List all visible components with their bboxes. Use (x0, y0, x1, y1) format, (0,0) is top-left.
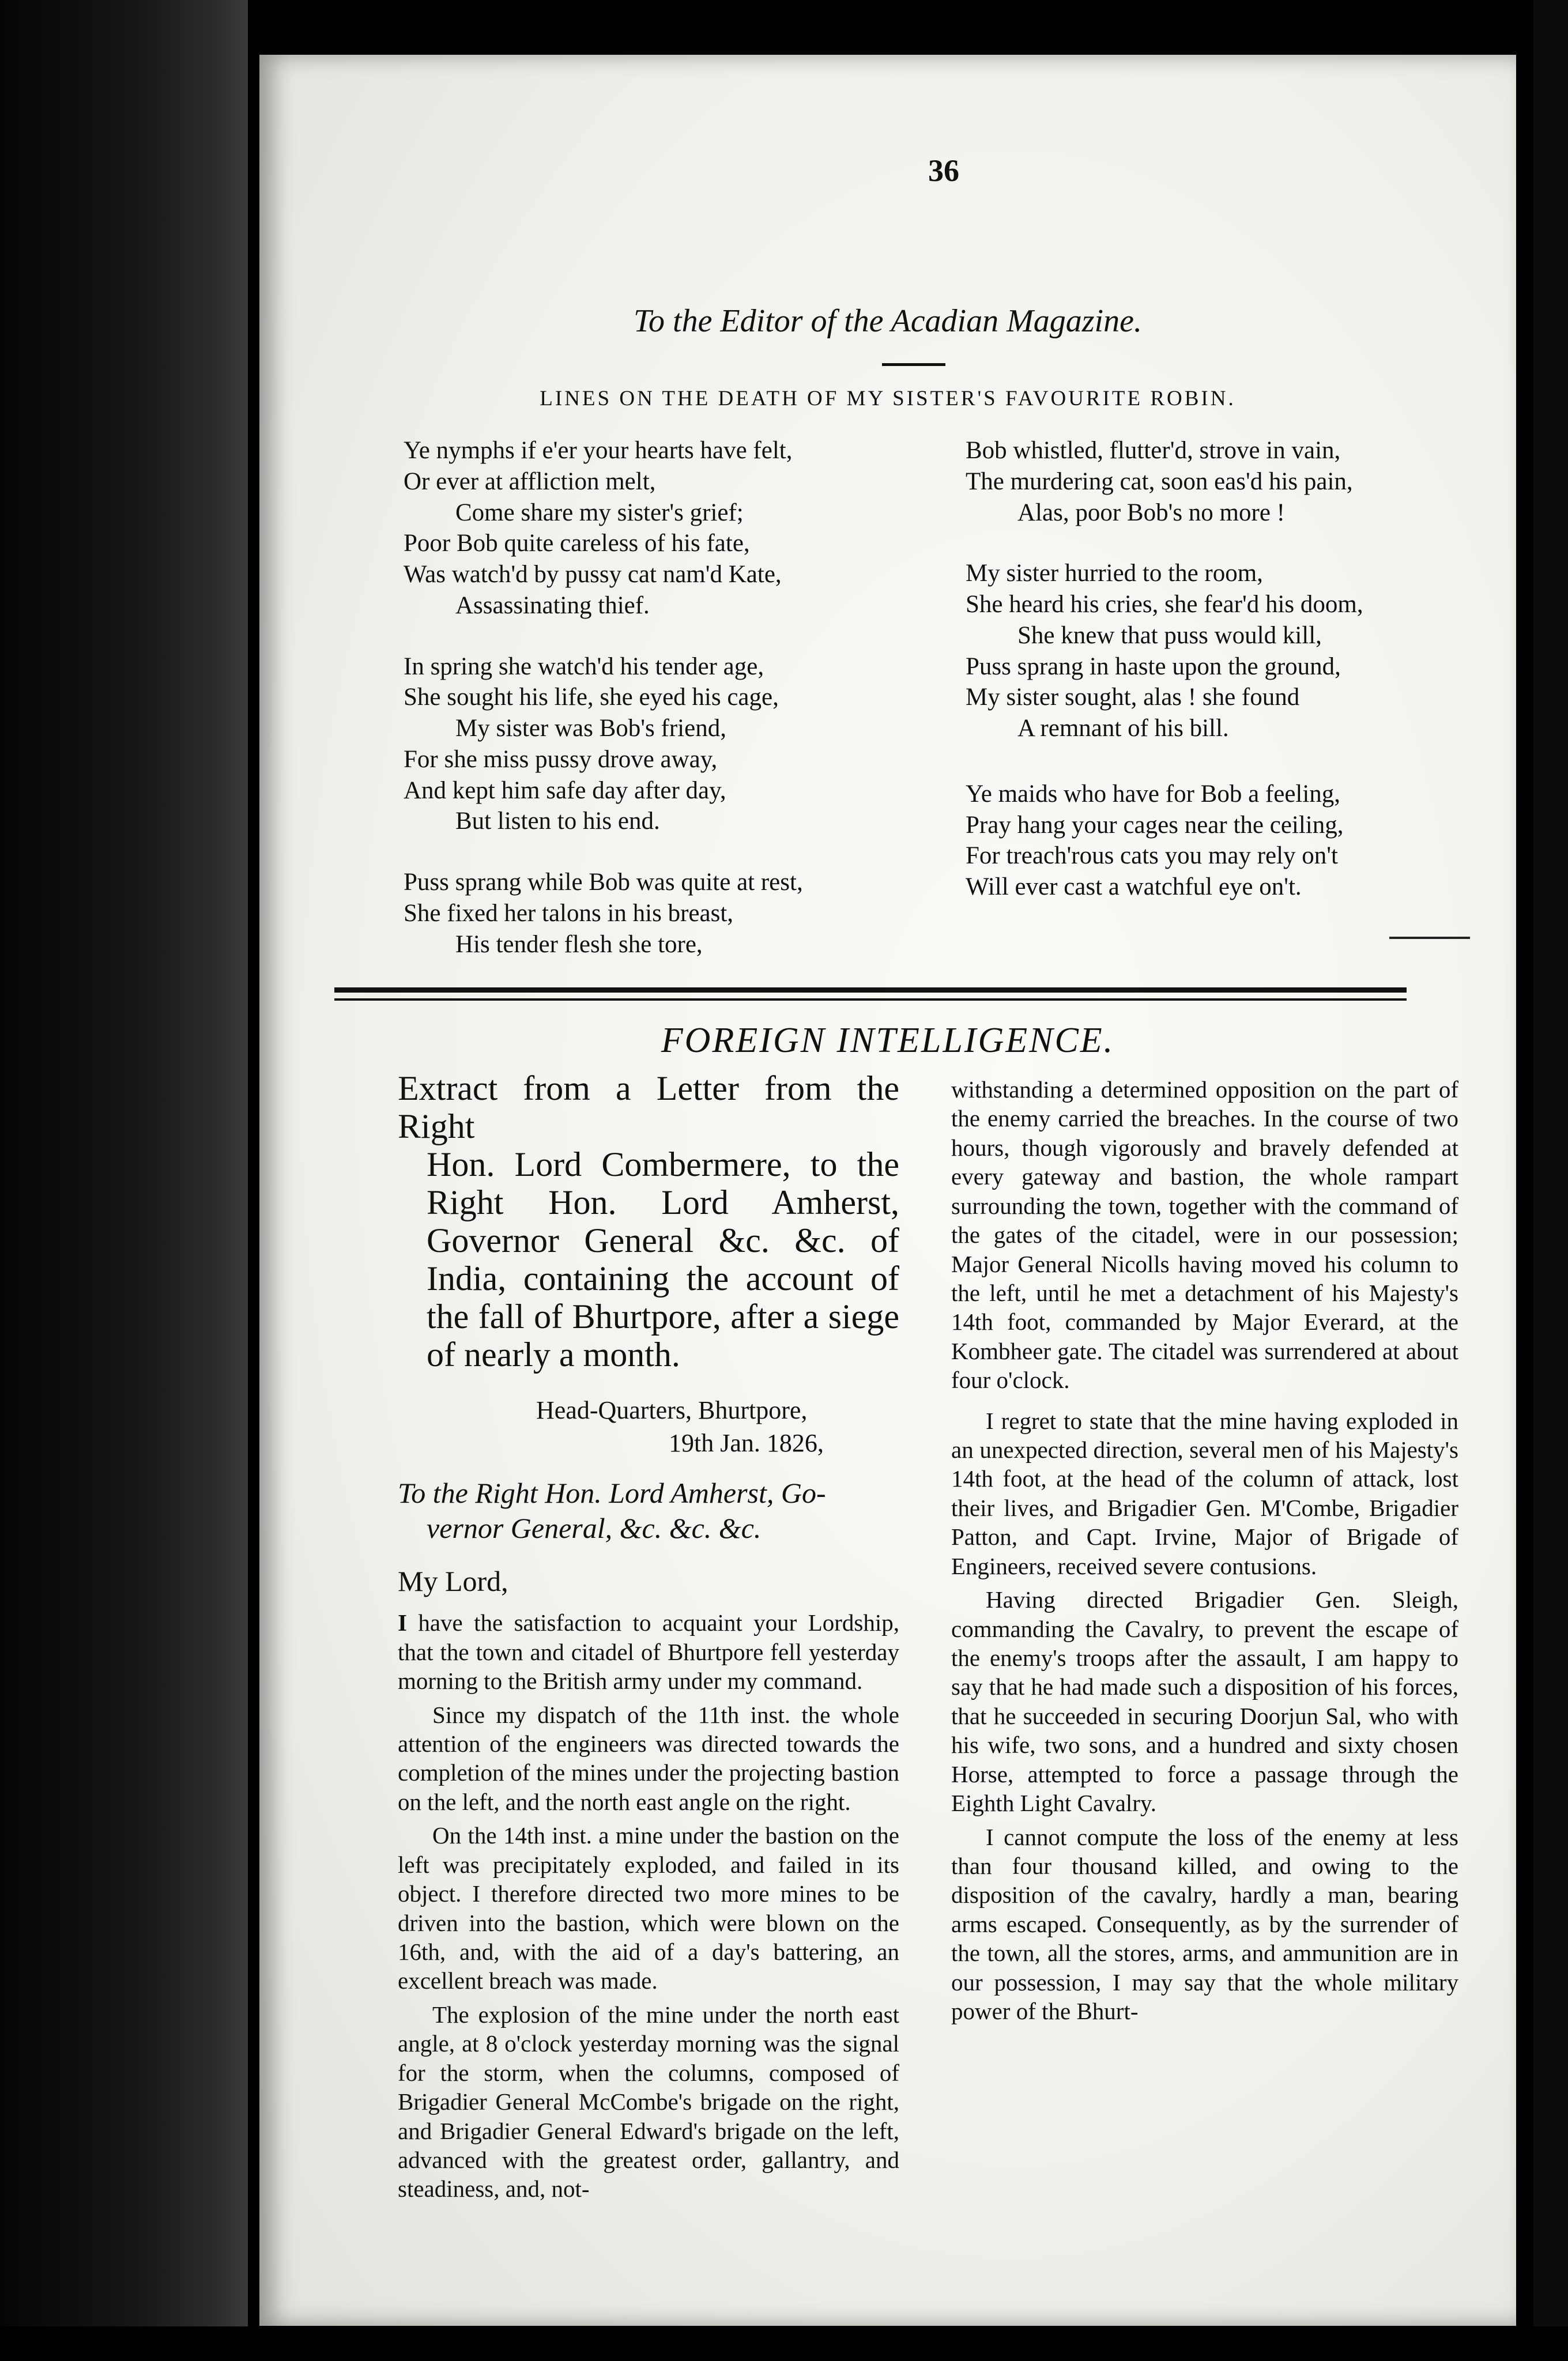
heading-rule (882, 363, 945, 366)
section-title: FOREIGN INTELLIGENCE. (661, 1021, 1115, 1060)
poem-line: For she miss pussy drove away, (404, 745, 718, 773)
poem-line: In spring she watch'd his tender age, (404, 653, 764, 680)
poem-line: Was watch'd by pussy cat nam'd Kate, (404, 561, 782, 588)
poem-line: She fixed her talons in his breast, (404, 899, 734, 927)
dateline-date: 19th Jan. 1826, (669, 1429, 824, 1458)
editor-heading: To the Editor of the Acadian Magazine. (634, 303, 1142, 339)
poem-line: She heard his cries, she fear'd his doom, (966, 591, 1363, 618)
poem-line: Alas, poor Bob's no more ! (1017, 499, 1285, 526)
poem-line: She sought his life, she eyed his cage, (404, 684, 779, 711)
poem-stanza (966, 558, 1473, 744)
poem-line: Bob whistled, flutter'd, strove in vain, (966, 437, 1341, 464)
poem-line: But listen to his end. (455, 808, 660, 835)
poem-line: Poor Bob quite careless of his fate, (404, 530, 750, 557)
article-left-column (398, 1069, 899, 2208)
poem-line: A remnant of his bill. (1017, 715, 1229, 742)
poem-line: Come share my sister's grief; (455, 499, 744, 526)
poem-left-column (404, 435, 876, 990)
poem-line: His tender flesh she tore, (455, 930, 703, 958)
section-divider (334, 987, 1407, 1001)
dateline (398, 1394, 899, 1459)
poem-line: My sister hurried to the room, (966, 560, 1263, 587)
paragraph: Since my dispatch of the 11th inst. the whole attention of the engineers was directed towards the completion of the mines under the projecting bastion on the left, and the north east angle on the right. (398, 1701, 899, 1815)
poem-line: Pray hang your cages near the ceiling, (966, 811, 1344, 839)
paragraph: The explosion of the mine under the north east angle, at 8 o'clock yesterday morning was the signal for the storm, when the columns, composed of Brigadier General McCombe's brigade on the right, and Brigadier General Edward's brigade on the left, advanced with the greatest order, gallantry, and steadiness, and, not- (398, 2001, 899, 2202)
poem-stanza (966, 435, 1473, 528)
paragraph: withstanding a determined opposition on the part of the enemy carried the breaches. In the course of two hours, though vigorously and bravely defended at every gateway and bastion, the whole rampart surrounding the town, together with the command of the gates of the citadel, were in our possession; Major General Nicolls having moved his column to the left, until he met a detachment of his Majesty's 14th foot, commanded by Major Everard, at the Kombheer gate. The citadel was surrendered at about four o'clock. (951, 1076, 1458, 1394)
poem-line: My sister was Bob's friend, (455, 715, 726, 742)
poem-stanza (404, 867, 876, 960)
poem-stanza (404, 435, 876, 621)
poem-line: My sister sought, alas ! she found (966, 684, 1300, 711)
poem-stanza (966, 779, 1473, 903)
poem-line: Assassinating thief. (455, 591, 650, 619)
dateline-place: Head-Quarters, Bhurtpore, (536, 1396, 808, 1424)
poem-stanza (404, 651, 876, 838)
paragraph: On the 14th inst. a mine under the bastion on the left was precipitately exploded, and failed in its object. I therefore directed two more mines to be driven into the bastion, which were blown on the 16th, and, with the aid of a day's battering, an excellent breach was made. (398, 1822, 899, 1994)
addressee-rest: vernor General, &c. &c. &c. (427, 1512, 762, 1545)
article-heading-rest: Hon. Lord Combermere, to the Right Hon. Lord Amherst, Governor General &c. &c. of India, containing the account of the fall of Bhurtpore, after a siege of nearly a month. (427, 1145, 899, 1374)
poem-line: Ye nymphs if e'er your hearts have felt, (404, 437, 793, 464)
paragraph: I cannot compute the loss of the enemy at less than four thousand killed, and owing to the disposition of the cavalry, hardly a man, bearing arms escaped. Consequently, as by the surrender of the town, all the stores, arms, and ammunition are in our possession, I may say that the whole military power of the Bhurt- (951, 1823, 1458, 2025)
poem-line: For treach'rous cats you may rely on't (966, 842, 1338, 870)
poem-line: Puss sprang in haste upon the ground, (966, 653, 1341, 680)
article-right-column (951, 1075, 1458, 2031)
paragraph: Having directed Brigadier Gen. Sleigh, commanding the Cavalry, to prevent the escape of the enemy's troops after the assault, I am happy to say that he had made such a disposition of his forces, that he succeeded in securing Doorjun Sal, who with his wife, two sons, and a hundred and sixty chosen Horse, attempted to force a passage through the Eighth Light Cavalry. (951, 1586, 1458, 1817)
right-border (1533, 0, 1568, 2361)
poem-end-rule (1389, 937, 1470, 939)
paragraph: I have the satisfaction to acquaint your Lordship, that the town and citadel of Bhurtpore fell yesterday morning to the British army under my command. (398, 1609, 899, 1695)
poem-line: Will ever cast a watchful eye on't. (966, 873, 1302, 900)
paragraph: I regret to state that the mine having exploded in an unexpected direction, several men of his Majesty's 14th foot, at the head of the column of attack, lost their lives, and Brigadier Gen. M'Combe, Brigadier Patton, and Capt. Irvine, Major of Brigade of Engineers, received severe contusions. (951, 1407, 1458, 1579)
poem-line: The murdering cat, soon eas'd his pain, (966, 467, 1353, 495)
poem-line: And kept him safe day after day, (404, 776, 726, 804)
poem-line: Or ever at affliction melt, (404, 467, 656, 495)
salutation: My Lord, (398, 1565, 508, 1598)
poem-right-column (966, 435, 1473, 933)
poem-line: Ye maids who have for Bob a feeling, (966, 780, 1341, 808)
article-heading (398, 1069, 899, 1374)
article-heading-first-line: Extract from a Letter from the Right (398, 1069, 899, 1145)
page-number: 36 (928, 153, 959, 188)
book-spine-shadow (0, 0, 248, 2361)
magazine-page (259, 55, 1516, 2326)
bottom-border (0, 2326, 1568, 2361)
addressee (398, 1476, 899, 1546)
poem-title: LINES ON THE DEATH OF MY SISTER'S FAVOURITE ROBIN. (540, 387, 1236, 410)
poem-line: Puss sprang while Bob was quite at rest, (404, 869, 803, 896)
poem-line: She knew that puss would kill, (1017, 621, 1322, 649)
addressee-first-line: To the Right Hon. Lord Amherst, Go- (398, 1477, 826, 1510)
